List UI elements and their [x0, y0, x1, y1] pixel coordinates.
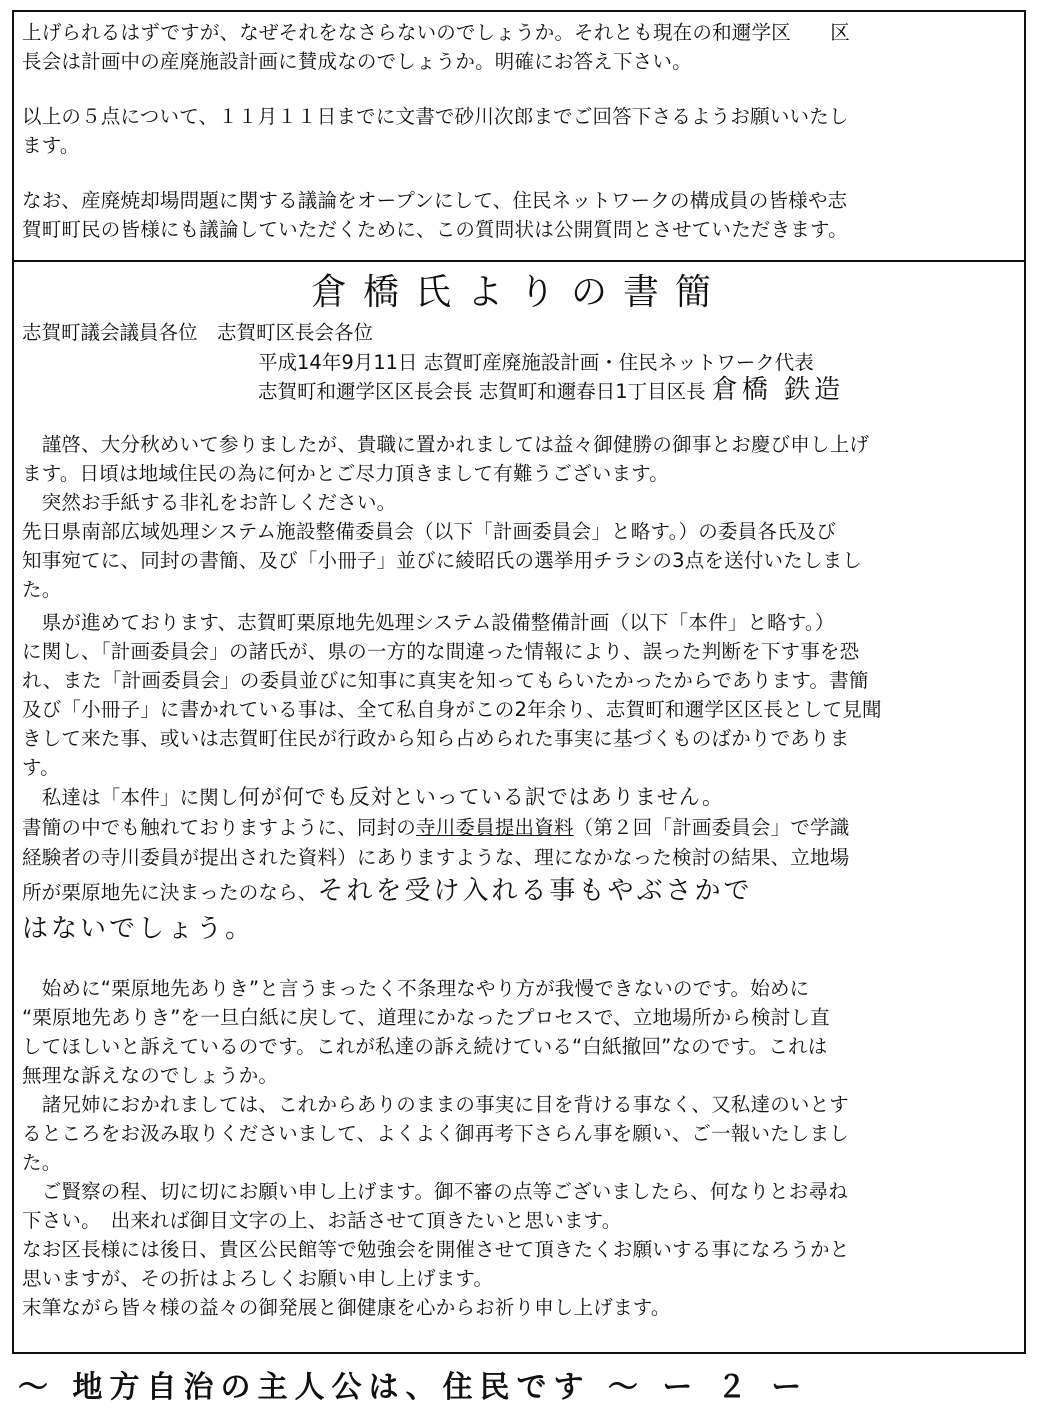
position-emphasis: 何が何でも反対といっている訳ではありません。	[238, 785, 724, 809]
sender-line-affiliation	[258, 376, 844, 406]
text-line: 長会は計画中の産廃施設計画に賛成なのでしょうか。明確にお答え下さい。	[22, 50, 692, 73]
text-line: 思いますが、その折はよろしくお願い申し上げます。	[22, 1267, 494, 1290]
text-line: た。	[22, 1151, 62, 1174]
text-line: す。	[22, 756, 60, 779]
text-line	[22, 873, 849, 911]
text-line: “栗原地先ありき”を一旦白紙に戻して、道理にかなったプロセスで、立地場所から検討し直	[22, 1006, 830, 1029]
text-line: 無理な訴えなのでしょうか。	[22, 1064, 279, 1087]
text-line	[22, 782, 849, 813]
text-segment: （第２回「計画委員会」で学識	[573, 816, 850, 839]
acceptance-emphasis-continued: はないでしょう。	[22, 914, 255, 944]
text-line: してほしいと訴えているのです。これが私達の訴え続けている“白紙撤回”なのです。これは	[22, 1035, 828, 1058]
letter-paragraph-position	[22, 782, 849, 947]
sender-affiliation: 志賀町和邇学区区長会長 志賀町和邇春日1丁目区長	[258, 380, 706, 403]
letter-paragraph-appeal	[22, 974, 849, 1322]
letter-title: 倉橋氏よりの書簡	[310, 272, 727, 313]
acceptance-emphasis: それを受け入れる事もやぶさかで	[317, 876, 753, 906]
text-line: れ、また「計画委員会」の委員並びに知事に真実を知ってもらいたかったからであります。書簡	[22, 669, 869, 692]
text-line: に関し、「計画委員会」の諸氏が、県の一方的な間違った情報により、誤った判断を下す事を恐	[22, 640, 860, 663]
underlined-document-name: 寺川委員提出資料	[416, 816, 574, 839]
text-line: 始めに“栗原地先ありき”と言うまったく不条理なやり方が我慢できないのです。始めに	[22, 977, 810, 1000]
question-letter-box	[14, 12, 1024, 262]
letter-paragraph-greeting	[22, 430, 869, 604]
text-line: 謹啓、大分秋めいて参りましたが、貴職に置かれましては益々御健勝の御事とお慶び申し上げ	[22, 433, 870, 456]
position-prefix: 私達は「本件」に関し	[22, 786, 239, 809]
text-line	[22, 813, 849, 843]
text-line: 末筆ながら皆々様の益々の御発展と御健康を心からお祈り申し上げます。	[22, 1296, 671, 1319]
text-line: るところをお汲み取りくださいまして、よくよく御再考下さらん事を願い、ご一報いたしまし	[22, 1122, 850, 1145]
text-line: 賀町町民の皆様にも議論していただくために、この質問状は公開質問とさせていただきます。	[22, 218, 848, 241]
question-paragraph-1	[22, 18, 850, 76]
text-line: た。	[22, 578, 62, 601]
text-line: 突然お手紙する非礼をお許しください。	[22, 491, 397, 514]
page-frame	[12, 10, 1026, 1354]
text-line: なお区長様には後日、貴区公民館等で勉強会を開催させて頂きたくお願いする事になろうかと	[22, 1238, 850, 1261]
text-segment: 所が栗原地先に決まったのなら、	[22, 881, 318, 904]
text-line: 以上の５点について、１１月１１日までに文書で砂川次郎までご回答下さるようお願いいたし	[22, 105, 849, 128]
text-line: 知事宛てに、同封の書簡、及び「小冊子」並びに綾昭氏の選挙用チラシの3点を送付いたしまし	[22, 549, 863, 572]
text-line: 先日県南部広域処理システム施設整備委員会（以下「計画委員会」と略す。）の委員各氏及び	[22, 520, 837, 543]
text-line: 県が進めております、志賀町栗原地先処理システム設備整備計画（以下「本件」と略す。）	[22, 611, 835, 634]
letter-paragraph-purpose	[22, 608, 882, 782]
sender-line-date: 平成14年9月11日 志賀町産廃施設計画・住民ネットワーク代表	[258, 351, 814, 374]
text-line: 下さい。 出来れば御目文字の上、お話させて頂きたいと思います。	[22, 1209, 622, 1232]
sender-name: 倉橋 鉄造	[711, 375, 845, 405]
text-line: なお、産廃焼却場問題に関する議論をオープンにして、住民ネットワークの構成員の皆様や志	[22, 189, 848, 212]
text-line: ます。	[22, 134, 80, 157]
text-line: 及び「小冊子」に書かれている事は、全て私自身がこの2年余り、志賀町和邇学区区長として見聞	[22, 698, 882, 721]
text-line: きして来た事、或いは志賀町住民が行政から知ら占められた事実に基づくものばかりでありま	[22, 727, 850, 750]
page-footer: 〜 地方自治の主人公は、住民です 〜 ー ２ ー	[18, 1370, 809, 1405]
text-segment: 書簡の中でも触れておりますように、同封の	[22, 816, 417, 839]
text-line: 経験者の寺川委員が提出された資料）にありますような、理になかなった検討の結果、立地場	[22, 846, 850, 869]
question-paragraph-3	[22, 186, 848, 244]
text-line: ご賢察の程、切に切にお願い申し上げます。御不審の点等ございましたら、何なりとお尋ね	[22, 1180, 848, 1203]
addressees: 志賀町議会議員各位 志賀町区長会各位	[22, 321, 374, 344]
text-line: ます。日頃は地域住民の為に何かとご尽力頂きまして有難うございます。	[22, 462, 669, 485]
question-paragraph-2	[22, 102, 849, 160]
text-line: 上げられるはずですが、なぜそれをなさらないのでしょうか。それとも現在の和邇学区 区	[22, 21, 850, 44]
text-line: 諸兄姉におかれましては、これからありのままの事実に目を背ける事なく、又私達のいとす	[22, 1093, 850, 1116]
